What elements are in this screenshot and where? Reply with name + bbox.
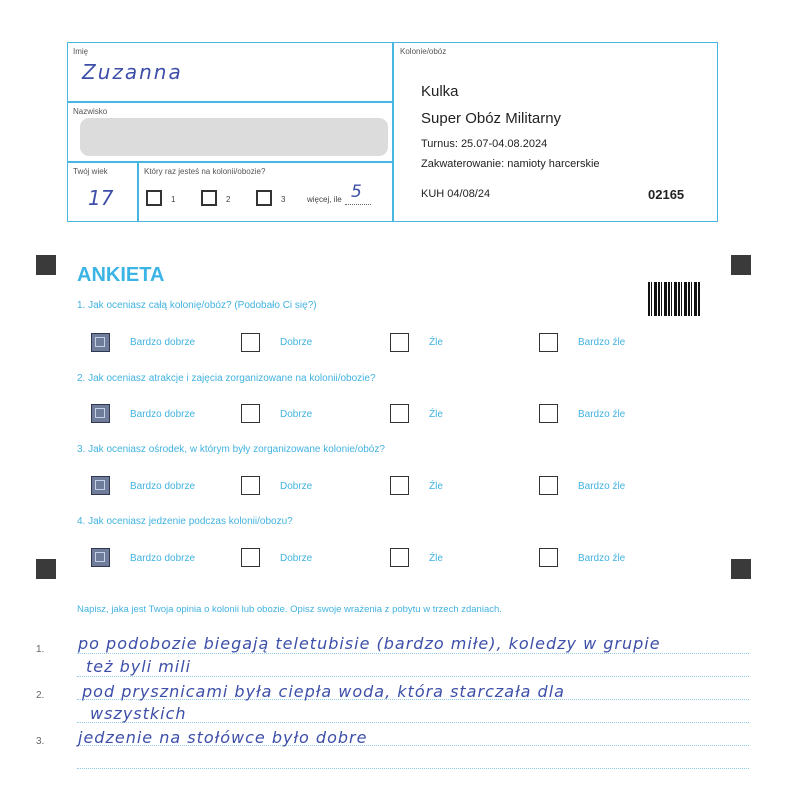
q4-option-dobrze[interactable] — [241, 548, 260, 567]
registration-mark — [36, 255, 56, 275]
more-label: więcej, ile — [307, 195, 342, 204]
q2-option-bardzo-dobrze[interactable] — [91, 404, 110, 423]
writing-line — [77, 768, 749, 769]
line-number: 3. — [36, 736, 45, 747]
option-label: Bardzo dobrze — [130, 409, 196, 420]
camp-code: KUH 04/08/24 — [421, 188, 491, 200]
option-label: Bardzo źle — [578, 409, 626, 420]
first-name-label: Imię — [73, 47, 89, 56]
question-2: 2. Jak oceniasz atrakcje i zajęcia zorganizowane na kolonii/obozie? — [77, 373, 376, 384]
q2-option-bardzo-zle[interactable] — [539, 404, 558, 423]
age-label: Twój wiek — [73, 167, 108, 176]
line-number: 2. — [36, 690, 45, 701]
option-label: Dobrze — [280, 409, 313, 420]
visit-checkbox-2[interactable] — [201, 190, 217, 206]
redacted-last-name — [80, 118, 388, 156]
q4-option-bardzo-zle[interactable] — [539, 548, 558, 567]
form-number: 02165 — [648, 187, 685, 202]
option-label: Bardzo źle — [578, 553, 626, 564]
option-label: Dobrze — [280, 481, 313, 492]
header-row-line — [67, 101, 392, 103]
first-name-value[interactable]: Zuzanna — [82, 60, 183, 84]
question-1: 1. Jak oceniasz całą kolonię/obóz? (Podobało Ci się?) — [77, 300, 317, 311]
q3-option-dobrze[interactable] — [241, 476, 260, 495]
q1-option-bardzo-zle[interactable] — [539, 333, 558, 352]
q2-option-dobrze[interactable] — [241, 404, 260, 423]
opinion-prompt: Napisz, jaka jest Twoja opinia o kolonii lub obozie. Opisz swoje wrażenia z pobytu w trzech zdaniach. — [77, 604, 502, 615]
registration-mark — [731, 255, 751, 275]
camp-turnus: Turnus: 25.07-04.08.2024 — [421, 138, 548, 150]
q2-option-zle[interactable] — [390, 404, 409, 423]
option-label: Bardzo dobrze — [130, 337, 196, 348]
q1-option-zle[interactable] — [390, 333, 409, 352]
q4-option-bardzo-dobrze[interactable] — [91, 548, 110, 567]
option-label: Źle — [429, 409, 443, 420]
header-divider — [392, 42, 394, 222]
option-label: Źle — [429, 337, 443, 348]
more-value[interactable]: 5 — [351, 182, 362, 202]
barcode — [648, 282, 700, 316]
question-3: 3. Jak oceniasz ośrodek, w którym były zorganizowane kolonie/obóz? — [77, 444, 385, 455]
option-label: Dobrze — [280, 337, 313, 348]
writing-line — [77, 653, 749, 654]
q1-option-bardzo-dobrze[interactable] — [91, 333, 110, 352]
registration-mark — [36, 559, 56, 579]
option-label: Dobrze — [280, 553, 313, 564]
visit-checkbox-3[interactable] — [256, 190, 272, 206]
opinion-handwriting[interactable]: jedzenie na stołówce było dobre — [78, 728, 368, 747]
camp-type: Super Obóz Militarny — [421, 110, 562, 127]
option-label: Bardzo źle — [578, 337, 626, 348]
option-label: Bardzo dobrze — [130, 553, 196, 564]
option-label: Źle — [429, 481, 443, 492]
header-row-line — [67, 161, 392, 163]
visit-checkbox-1[interactable] — [146, 190, 162, 206]
camp-name: Kulka — [421, 83, 459, 100]
registration-mark — [731, 559, 751, 579]
visit-option-label: 2 — [226, 195, 231, 204]
age-divider — [137, 161, 139, 222]
visit-option-label: 1 — [171, 195, 176, 204]
q4-option-zle[interactable] — [390, 548, 409, 567]
q1-option-dobrze[interactable] — [241, 333, 260, 352]
survey-title: ANKIETA — [77, 264, 165, 286]
last-name-label: Nazwisko — [73, 107, 108, 116]
opinion-handwriting[interactable]: też byli mili — [86, 657, 192, 676]
option-label: Bardzo dobrze — [130, 481, 196, 492]
opinion-handwriting[interactable]: wszystkich — [90, 704, 187, 723]
opinion-handwriting[interactable]: pod prysznicami była ciepła woda, która starczała dla — [82, 682, 565, 701]
camp-label: Kolonie/obóz — [400, 47, 447, 56]
option-label: Źle — [429, 553, 443, 564]
visit-count-label: Który raz jesteś na kolonii/obozie? — [144, 167, 266, 176]
visit-option-label: 3 — [281, 195, 286, 204]
line-number: 1. — [36, 644, 45, 655]
camp-accommodation: Zakwaterowanie: namioty harcerskie — [421, 158, 600, 170]
question-4: 4. Jak oceniasz jedzenie podczas kolonii/obozu? — [77, 516, 293, 527]
q3-option-bardzo-zle[interactable] — [539, 476, 558, 495]
age-value[interactable]: 17 — [88, 186, 114, 210]
q3-option-bardzo-dobrze[interactable] — [91, 476, 110, 495]
option-label: Bardzo źle — [578, 481, 626, 492]
writing-line — [77, 676, 749, 677]
more-dotted-line — [345, 204, 371, 205]
q3-option-zle[interactable] — [390, 476, 409, 495]
opinion-handwriting[interactable]: po podobozie biegają teletubisie (bardzo miłe), koledzy w grupie — [78, 634, 661, 653]
